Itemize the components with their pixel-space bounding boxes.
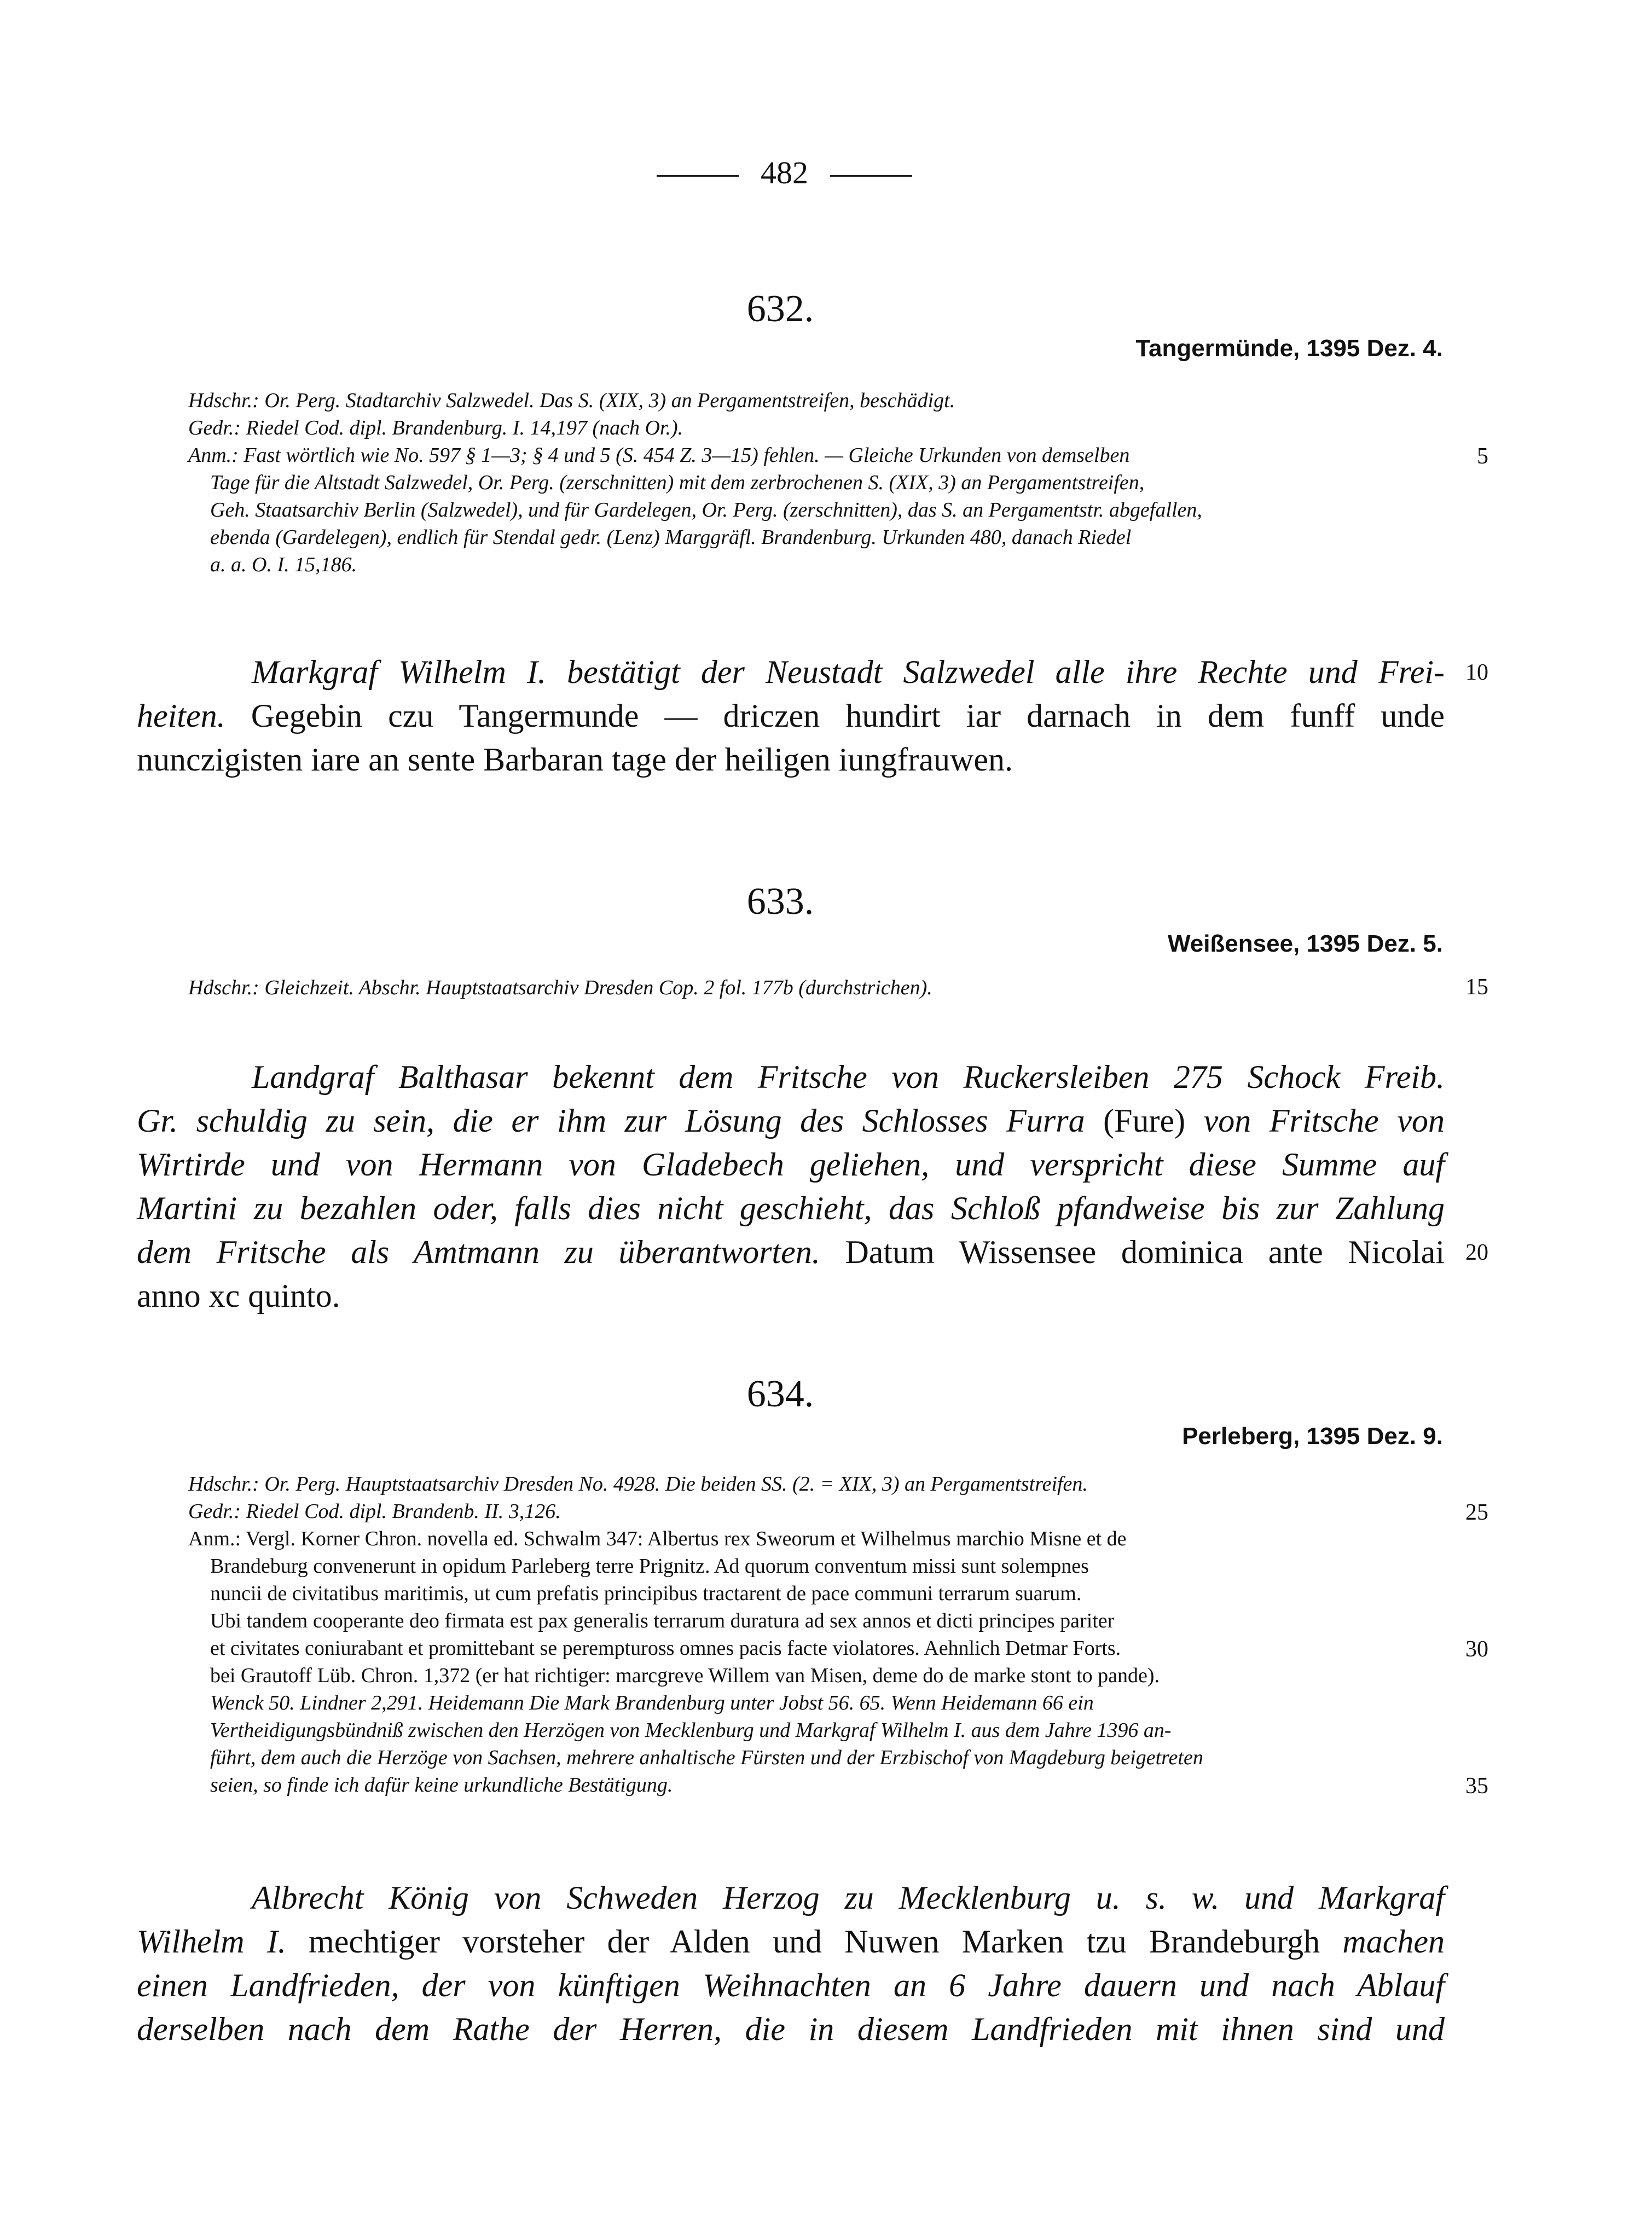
note-line: et civitates coniurabant et promittebant se peremptuross omnes pacis facte violatores. Aehnlich Detmar Forts. [210,1637,1121,1660]
note-line: Vertheidigungsbündniß zwischen den Herzögen von Mecklenburg und Markgraf Wilhelm I. aus dem Jahre 1396 an- [210,1719,1172,1742]
line-number: 5 [1477,444,1488,469]
doc-place-date: Tangermünde, 1395 Dez. 4. [1135,335,1443,362]
body-line: Markgraf Wilhelm I. bestätigt der Neustadt Salzwedel alle ihre Rechte und Frei- [252,654,1445,690]
body-line: derselben nach dem Rathe der Herren, die in diesem Landfrieden mit ihnen sind und [137,2011,1445,2047]
body-line: Wirtirde und von Hermann von Gladebech geliehen, und verspricht diese Summe auf [137,1146,1445,1183]
body-line: Martini zu bezahlen oder, falls dies nicht geschieht, das Schloß pfandweise bis zur Zahlung [137,1190,1445,1226]
body-line: Wilhelm I. mechtiger vorsteher der Alden und Nuwen Marken tzu Brandeburgh machen [137,1923,1445,1960]
body-line: Gr. schuldig zu sein, die er ihm zur Lösung des Schlosses Furra (Fure) von Fritsche von [137,1103,1445,1139]
body-line: nunczigisten iare an sente Barbaran tage der heiligen iungfrauwen. [137,741,1013,778]
line-number: 20 [1465,1240,1488,1265]
line-number: 30 [1465,1637,1488,1662]
line-number: 15 [1465,975,1488,1000]
rule-left [657,175,739,177]
body-line: Landgraf Balthasar bekennt dem Fritsche von Ruckersleiben 275 Schock Freib. [252,1059,1445,1095]
body-line: heiten. Gegebin czu Tangermunde — driczen hundirt iar darnach in dem funff unde [137,698,1445,734]
note-line: Anm.: Vergl. Korner Chron. novella ed. Schwalm 347: Albertus rex Sweorum et Wilhelmus marchio Misne et de [188,1527,1127,1550]
note-line: Geh. Staatsarchiv Berlin (Salzwedel), und für Gardelegen, Or. Perg. (zerschnitten), das S. an Pergamentstr. abgefallen, [210,499,1202,522]
rule-right [830,175,912,177]
body-line: Albrecht König von Schweden Herzog zu Mecklenburg u. s. w. und Markgraf [252,1880,1445,1916]
note-line: ebenda (Gardelegen), endlich für Stendal gedr. (Lenz) Marggräfl. Brandenburg. Urkunden 480, danach Riedel [210,526,1132,549]
note-line: nuncii de civitatibus maritimis, ut cum prefatis principibus tractarent de pace communi terrarum suarum. [210,1582,1082,1605]
page-number: 482 [635,154,919,191]
note-line: Ubi tandem cooperante deo firmata est pax generalis terrarum duratura ad sex annos et dicti principes pariter [210,1609,1115,1632]
body-line: anno xc quinto. [137,1278,340,1314]
note-line: führt, dem auch die Herzöge von Sachsen, mehrere anhaltische Fürsten und der Erzbischof von Magdeburg beigetreten [210,1746,1203,1769]
body-line: dem Fritsche als Amtmann zu überantworten. Datum Wissensee dominica ante Nicolai [137,1234,1445,1270]
note-line: Hdschr.: Or. Perg. Stadtarchiv Salzwedel. Das S. (XIX, 3) an Pergamentstreifen, beschädigt. [188,389,955,412]
line-number: 25 [1465,1500,1488,1525]
doc-place-date: Weißensee, 1395 Dez. 5. [1167,930,1443,957]
note-line: Hdschr.: Or. Perg. Hauptstaatsarchiv Dresden No. 4928. Die beiden SS. (2. = XIX, 3) an Pergamentstreifen. [188,1473,1088,1496]
note-line: Wenck 50. Lindner 2,291. Heidemann Die Mark Brandenburg unter Jobst 56. 65. Wenn Heidemann 66 ein [210,1691,1094,1714]
note-line: Gedr.: Riedel Cod. dipl. Brandenb. II. 3,126. [188,1500,561,1523]
note-line: Gedr.: Riedel Cod. dipl. Brandenburg. I. 14,197 (nach Or.). [188,416,683,439]
note-line: Hdschr.: Gleichzeit. Abschr. Hauptstaatsarchiv Dresden Cop. 2 fol. 177b (durchstrichen). [188,976,932,999]
body-line: einen Landfrieden, der von künftigen Weihnachten an 6 Jahre dauern und nach Ablauf [137,1967,1445,2003]
doc-place-date: Perleberg, 1395 Dez. 9. [1182,1423,1443,1450]
line-number: 10 [1465,660,1488,685]
note-line: seien, so finde ich dafür keine urkundliche Bestätigung. [210,1774,673,1797]
note-line: Brandeburg convenerunt in opidum Parleberg terre Prignitz. Ad quorum conventum missi sunt solempnes [210,1555,1089,1578]
doc-number: 634. [746,1373,814,1415]
doc-number: 633. [746,880,814,923]
note-line: Anm.: Fast wörtlich wie No. 597 § 1—3; § 4 und 5 (S. 454 Z. 3—15) fehlen. — Gleiche Urkunden von demselben [188,444,1130,467]
note-line: a. a. O. I. 15,186. [210,553,357,576]
note-line: bei Grautoff Lüb. Chron. 1,372 (er hat richtiger: marcgreve Willem van Misen, deme do de marke stont to pande). [210,1664,1160,1687]
doc-number: 632. [746,288,814,330]
note-line: Tage für die Altstadt Salzwedel, Or. Perg. (zerschnitten) mit dem zerbrochenen S. (XIX, 3) an Pergamentstreifen, [210,471,1145,494]
line-number: 35 [1465,1774,1488,1799]
